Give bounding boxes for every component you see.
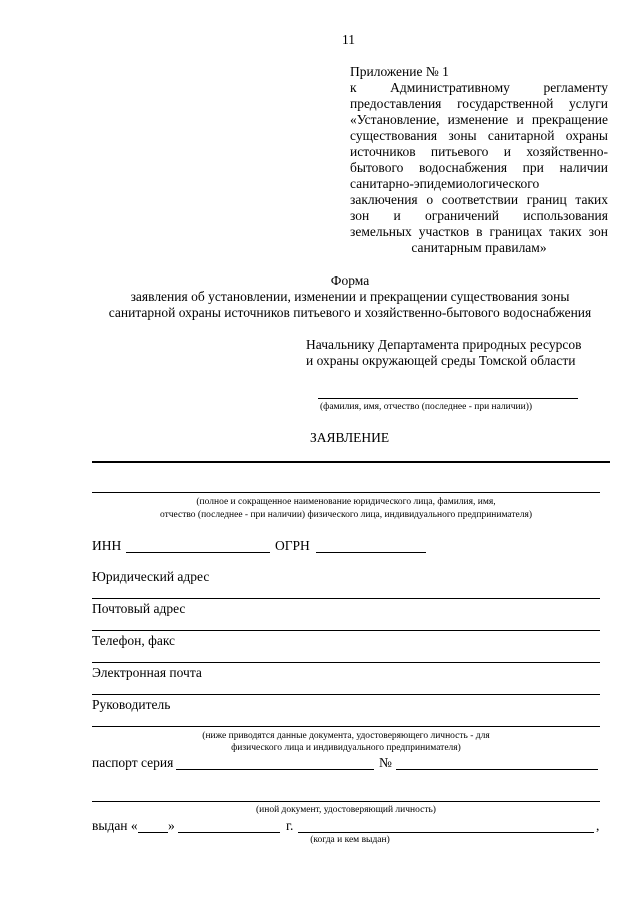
ogrn-label: ОГРН [275, 538, 310, 553]
postal-address-label: Почтовый адрес [92, 601, 186, 616]
page-number: 11 [342, 32, 355, 47]
issued-day-field[interactable] [138, 832, 168, 833]
appendix-line: санитарным правилам» [411, 240, 547, 255]
addressee-line: Начальнику Департамента природных ресурсов [306, 337, 582, 352]
applicant-name-line[interactable] [92, 461, 610, 463]
applicant-name-line-2[interactable] [92, 492, 600, 493]
issued-quote-close: » [168, 818, 175, 833]
ogrn-field[interactable] [316, 552, 426, 553]
appendix-line: заключения о соответствии границ таких [350, 192, 608, 207]
issued-month-field[interactable] [178, 832, 280, 833]
issued-prefix: выдан « [92, 818, 138, 833]
postal-address-field[interactable] [92, 630, 600, 631]
director-label: Руководитель [92, 697, 171, 712]
applicant-hint: (полное и сокращенное наименование юридического лица, фамилия, имя, [196, 497, 496, 507]
inn-label: ИНН [92, 538, 122, 553]
appendix-line: «Установление, изменение и прекращение [350, 112, 608, 127]
director-field[interactable] [92, 726, 600, 727]
addressee-name-line[interactable] [318, 398, 578, 399]
addressee-name-hint: (фамилия, имя, отчество (последнее - при наличии)) [320, 402, 533, 412]
issued-hint: (когда и кем выдан) [310, 835, 390, 845]
legal-address-field[interactable] [92, 598, 600, 599]
form-subtitle: заявления об установлении, изменении и прекращении существования зоны [130, 289, 570, 304]
applicant-hint: отчество (последнее - при наличии) физического лица, индивидуального предпринимателя) [159, 510, 533, 520]
appendix-title: Приложение № 1 [350, 64, 449, 79]
other-document-hint: (иной документ, удостоверяющий личность) [256, 805, 436, 815]
form-title: Форма [330, 273, 370, 288]
form-subtitle: санитарной охраны источников питьевого и хозяйственно-бытового водоснабжения [108, 305, 592, 320]
appendix-line: земельных участков в границах таких зон [350, 224, 608, 239]
appendix-block [350, 64, 608, 256]
appendix-line: бытового водоснабжения при наличии [350, 160, 608, 175]
appendix-line: предоставления государственной услуги [350, 96, 608, 111]
identity-hint: физического лица и индивидуального предпринимателя) [231, 743, 461, 753]
passport-number-field[interactable] [396, 769, 598, 770]
passport-series-label: паспорт серия [92, 755, 174, 770]
email-label: Электронная почта [92, 665, 202, 680]
other-document-field[interactable] [92, 801, 600, 802]
issued-by-field[interactable] [298, 832, 594, 833]
addressee-line: и охраны окружающей среды Томской области [306, 353, 576, 368]
legal-address-label: Юридический адрес [92, 569, 210, 584]
passport-series-field[interactable] [176, 769, 374, 770]
identity-hint: (ниже приводятся данные документа, удостоверяющего личность - для [202, 731, 490, 741]
appendix-line: зон и ограничений использования [350, 208, 608, 223]
appendix-line: санитарно-эпидемиологического [350, 176, 540, 191]
year-suffix: г. [286, 818, 294, 833]
appendix-line: существования зоны санитарной охраны [350, 128, 608, 143]
issued-comma: , [596, 818, 600, 833]
appendix-line: источников питьевого и хозяйственно- [350, 144, 608, 159]
inn-field[interactable] [126, 552, 270, 553]
statement-title: ЗАЯВЛЕНИЕ [310, 430, 390, 445]
phone-fax-label: Телефон, факс [92, 633, 176, 648]
appendix-line: к Административному регламенту [350, 80, 608, 95]
phone-fax-field[interactable] [92, 662, 600, 663]
email-field[interactable] [92, 694, 600, 695]
passport-number-sign: № [379, 755, 392, 770]
